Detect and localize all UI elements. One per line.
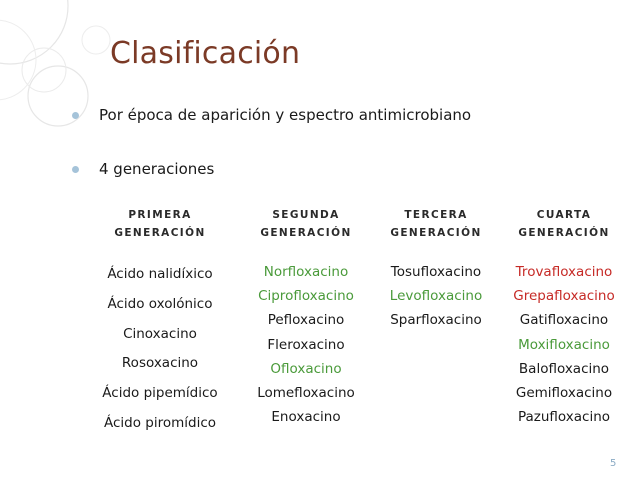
drug-item: Pazufloxacino: [517, 409, 611, 426]
column-header-line: PRIMERA: [128, 209, 192, 221]
drug-list: [236, 260, 376, 429]
slide-title: Clasificación: [110, 36, 301, 71]
drug-item: Norfloxacino: [263, 264, 349, 280]
drug-item: Ácido oxolónico: [107, 295, 213, 312]
generation-column-cuarta: [494, 206, 634, 429]
drug-item: Fleroxacino: [267, 336, 345, 353]
drug-item: Ácido piromídico: [103, 414, 217, 431]
drug-item: Ofloxacino: [270, 360, 342, 377]
drug-item: Balofloxacino: [518, 360, 610, 377]
column-header-line: GENERACIÓN: [390, 227, 482, 239]
page-number: 5: [610, 458, 617, 469]
drug-item: Ácido nalidíxico: [107, 266, 213, 282]
column-header-line: TERCERA: [404, 209, 468, 221]
column-header: [494, 206, 634, 242]
column-header-line: CUARTA: [536, 209, 592, 221]
generation-column-primera: [90, 206, 230, 439]
generation-column-segunda: [236, 206, 376, 429]
bullet-text: Por época de aparición y espectro antimicrobiano: [99, 106, 472, 124]
column-header-line: GENERACIÓN: [260, 227, 352, 239]
column-header-line: GENERACIÓN: [518, 227, 610, 239]
column-header-line: SEGUNDA: [272, 209, 340, 221]
drug-item: Enoxacino: [271, 409, 341, 426]
drug-item: Ácido pipemídico: [102, 385, 218, 402]
column-header: [366, 206, 506, 242]
drug-item: Sparfloxacino: [390, 312, 482, 329]
drug-item: Levofloxacino: [389, 288, 483, 305]
column-header: [90, 206, 230, 242]
bullet-text: 4 generaciones: [99, 160, 215, 178]
drug-item: Pefloxacino: [267, 312, 345, 329]
drug-item: Grepafloxacino: [513, 288, 615, 305]
drug-item: Moxifloxacino: [518, 336, 610, 353]
bullet-icon: [72, 166, 79, 173]
drug-item: Rosoxacino: [121, 355, 199, 372]
column-header-line: GENERACIÓN: [114, 227, 206, 239]
drug-list: [366, 260, 506, 333]
drug-list: [90, 260, 230, 439]
drug-item: Gatifloxacino: [519, 312, 609, 329]
bullet-icon: [72, 112, 79, 119]
drug-item: Trovafloxacino: [515, 264, 613, 280]
drug-item: Ciprofloxacino: [258, 288, 354, 305]
drug-item: Tosufloxacino: [390, 264, 482, 280]
drug-list: [494, 260, 634, 429]
drug-item: Lomefloxacino: [257, 384, 355, 401]
generation-column-tercera: [366, 206, 506, 333]
drug-item: Gemifloxacino: [515, 384, 613, 401]
drug-item: Cinoxacino: [123, 325, 197, 342]
column-header: [236, 206, 376, 242]
